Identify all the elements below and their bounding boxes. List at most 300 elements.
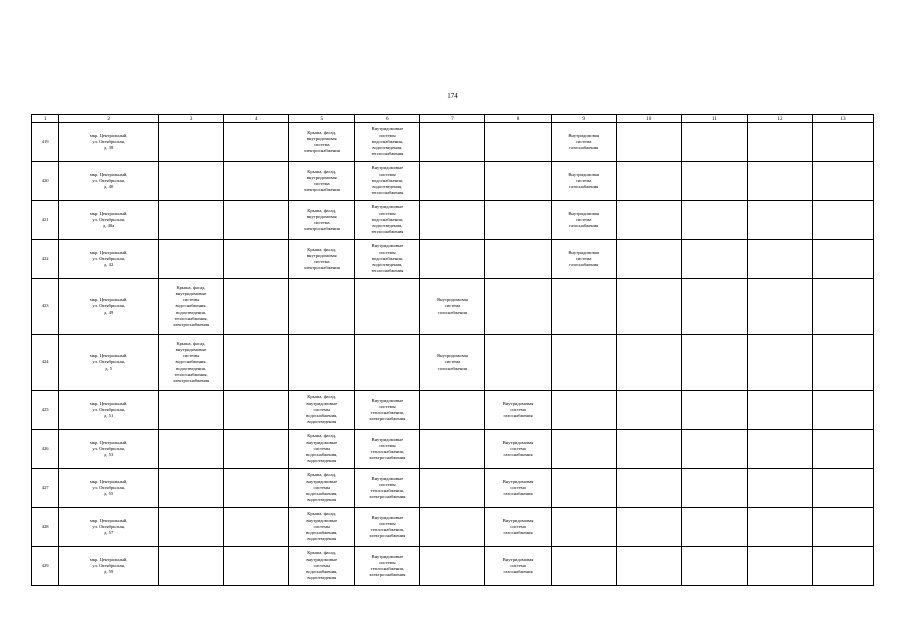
work-cell-col-8 xyxy=(485,240,551,279)
work-cell-col-13 xyxy=(812,391,873,430)
cell-text: водоснабжения, xyxy=(371,216,403,222)
work-cell-col-6 xyxy=(355,508,420,547)
table-row xyxy=(32,279,874,335)
work-cell-col-5 xyxy=(289,430,355,469)
work-cell-col-9 xyxy=(551,335,616,391)
cell-text: водоотведения, xyxy=(176,365,206,371)
cell-text: ул. Октябрьская, xyxy=(92,523,125,529)
cell-text: газоснабжения xyxy=(569,262,599,268)
work-cell-col-6 xyxy=(355,469,420,508)
work-cell-col-9 xyxy=(551,430,616,469)
cell-text: газоснабжения xyxy=(503,491,533,497)
cell-text: система xyxy=(575,177,592,183)
work-cell-col-5 xyxy=(289,391,355,430)
cell-text: система xyxy=(510,484,526,490)
work-cell-col-9 xyxy=(551,162,616,201)
work-cell-col-12 xyxy=(747,123,812,162)
work-cell-col-11 xyxy=(681,547,747,586)
cell-text: водоснабжения, xyxy=(306,530,338,536)
table-row xyxy=(32,335,874,391)
cell-text: электроснабжения xyxy=(303,148,340,154)
address-cell xyxy=(59,240,159,279)
work-cell-col-11 xyxy=(681,162,747,201)
work-cell-col-10 xyxy=(616,279,681,335)
cell-text: водоснабжения, xyxy=(175,303,207,309)
table-row xyxy=(32,391,874,430)
cell-text: ул. Октябрьская, xyxy=(92,177,125,183)
work-cell-col-9 xyxy=(551,391,616,430)
cell-text: электроснабжения xyxy=(369,533,406,539)
cell-text: системы xyxy=(379,249,396,255)
work-cell-col-6 xyxy=(355,279,420,335)
column-header: 7 xyxy=(420,115,485,123)
cell-text: водоотведения xyxy=(307,536,337,542)
work-cell-col-4 xyxy=(224,162,289,201)
row-number: 421 xyxy=(32,201,59,240)
cell-text: внутридомовые xyxy=(306,439,338,445)
page-number: 174 xyxy=(447,92,458,100)
cell-text: Внутридомовые xyxy=(371,514,404,520)
cell-text: д. 57 xyxy=(104,530,114,536)
cell-text: водоотведения xyxy=(307,575,337,581)
cell-text: газоснабжения xyxy=(503,413,533,419)
cell-text: газоснабжения xyxy=(437,309,467,315)
cell-text: Внутридомовая xyxy=(568,210,599,216)
work-cell-col-13 xyxy=(812,279,873,335)
work-cell-col-13 xyxy=(812,547,873,586)
cell-text: водоотведения, xyxy=(372,223,403,229)
work-cell-col-8 xyxy=(485,123,551,162)
cell-text: Внутридомовая xyxy=(502,439,534,445)
table-row xyxy=(32,123,874,162)
cell-text: системы xyxy=(313,406,331,412)
cell-text: системы xyxy=(313,484,331,490)
work-cell-col-8 xyxy=(485,201,551,240)
cell-text: д. 38 xyxy=(104,145,114,151)
column-header: 9 xyxy=(551,115,616,123)
cell-text: Крыша, фасад, xyxy=(176,284,206,290)
work-cell-col-9 xyxy=(551,547,616,586)
cell-text: теплоснабжения, xyxy=(370,410,404,415)
cell-text: водоотведения xyxy=(307,458,337,464)
cell-text: система xyxy=(444,303,461,309)
work-cell-col-6 xyxy=(355,123,420,162)
work-cell-col-9 xyxy=(551,123,616,162)
cell-text: д. 59 xyxy=(104,569,114,575)
cell-text: теплоснабжения xyxy=(371,268,404,274)
cell-text: мкр. Центральный, xyxy=(89,132,128,138)
work-cell-col-5 xyxy=(289,469,355,508)
cell-text: ул. Октябрьская, xyxy=(92,138,125,144)
work-cell-col-4 xyxy=(224,391,289,430)
work-cell-col-3 xyxy=(159,547,224,586)
cell-text: внутридомовая xyxy=(306,135,337,141)
cell-text: водоотведения, xyxy=(372,184,403,190)
work-cell-col-7 xyxy=(420,430,485,469)
address-cell xyxy=(59,279,159,335)
work-cell-col-4 xyxy=(224,469,289,508)
cell-text: Крыша, фасад, xyxy=(307,129,337,135)
column-header: 6 xyxy=(355,115,420,123)
cell-text: Внутридомовые xyxy=(371,204,404,210)
work-cell-col-9 xyxy=(551,279,616,335)
row-number: 426 xyxy=(32,430,59,469)
cell-text: д. 51 xyxy=(104,413,114,419)
work-cell-col-8 xyxy=(485,547,551,586)
address-cell xyxy=(59,201,159,240)
work-cell-col-5 xyxy=(289,508,355,547)
work-cell-col-6 xyxy=(355,240,420,279)
work-cell-col-6 xyxy=(355,162,420,201)
work-cell-col-12 xyxy=(747,508,812,547)
table-row xyxy=(32,430,874,469)
cell-text: Внутридомовая xyxy=(502,400,534,406)
work-cell-col-5 xyxy=(289,547,355,586)
work-cell-col-10 xyxy=(616,469,681,508)
cell-text: д. 53 xyxy=(104,452,114,458)
work-cell-col-6 xyxy=(355,335,420,391)
work-cell-col-8 xyxy=(485,469,551,508)
work-cell-col-7 xyxy=(420,162,485,201)
work-cell-col-13 xyxy=(812,201,873,240)
cell-text: Крыша, фасад, xyxy=(307,550,337,556)
cell-text: ул. Октябрьская, xyxy=(92,359,125,365)
work-cell-col-9 xyxy=(551,240,616,279)
cell-text: Внутридомовая xyxy=(502,478,534,484)
cell-text: электроснабжения xyxy=(369,572,406,578)
cell-text: системы xyxy=(379,559,396,565)
cell-text: система xyxy=(444,359,461,365)
cell-text: ул. Октябрьская, xyxy=(92,406,125,412)
cell-text: ул. Октябрьская, xyxy=(92,303,125,309)
cell-text: водоотведения, xyxy=(372,145,403,151)
work-cell-col-12 xyxy=(747,391,812,430)
work-cell-col-7 xyxy=(420,391,485,430)
cell-text: теплоснабжения, xyxy=(174,315,208,321)
cell-text: мкр. Центральный, xyxy=(89,517,128,523)
row-number: 425 xyxy=(32,391,59,430)
address-cell xyxy=(59,162,159,201)
cell-text: теплоснабжения, xyxy=(174,371,208,377)
cell-text: ул. Октябрьская, xyxy=(92,445,125,451)
work-cell-col-10 xyxy=(616,201,681,240)
cell-text: газоснабжения xyxy=(503,452,533,458)
work-cell-col-11 xyxy=(681,240,747,279)
cell-text: система xyxy=(313,220,330,225)
cell-text: внутридомовые xyxy=(306,478,338,484)
cell-text: Внутридомовые xyxy=(371,165,404,171)
work-cell-col-10 xyxy=(616,547,681,586)
work-cell-col-10 xyxy=(616,240,681,279)
cell-text: электроснабжения xyxy=(369,416,406,422)
column-header: 4 xyxy=(224,115,289,123)
cell-text: система xyxy=(313,259,330,264)
cell-text: ул. Октябрьская, xyxy=(92,484,125,490)
cell-text: теплоснабжения, xyxy=(370,488,404,493)
work-cell-col-3 xyxy=(159,240,224,279)
work-cell-col-6 xyxy=(355,547,420,586)
work-cell-col-3 xyxy=(159,391,224,430)
cell-text: теплоснабжения, xyxy=(370,566,404,571)
cell-text: теплоснабжения, xyxy=(370,527,404,532)
work-cell-col-3 xyxy=(159,335,224,391)
work-cell-col-10 xyxy=(616,123,681,162)
work-cell-col-6 xyxy=(355,201,420,240)
cell-text: водоснабжения, xyxy=(175,359,207,365)
row-number: 428 xyxy=(32,508,59,547)
column-header: 11 xyxy=(681,115,747,123)
cell-text: электроснабжения xyxy=(369,455,406,461)
work-cell-col-11 xyxy=(681,469,747,508)
work-cell-col-3 xyxy=(159,469,224,508)
work-cell-col-12 xyxy=(747,201,812,240)
cell-text: Внутридомовая xyxy=(437,297,468,303)
cell-text: Внутридомовая xyxy=(568,171,599,177)
work-cell-col-10 xyxy=(616,430,681,469)
cell-text: мкр. Центральный, xyxy=(89,210,128,216)
work-cell-col-4 xyxy=(224,123,289,162)
cell-text: мкр. Центральный, xyxy=(89,297,128,303)
cell-text: системы xyxy=(313,562,331,568)
work-cell-col-11 xyxy=(681,123,747,162)
cell-text: газоснабжения xyxy=(569,184,599,190)
work-cell-col-7 xyxy=(420,508,485,547)
work-cell-col-13 xyxy=(812,335,873,391)
cell-text: системы xyxy=(313,445,331,451)
cell-text: теплоснабжения, xyxy=(370,449,404,454)
cell-text: мкр. Центральный, xyxy=(89,478,128,484)
cell-text: системы xyxy=(379,210,396,216)
cell-text: ул. Октябрьская, xyxy=(92,255,125,261)
work-cell-col-13 xyxy=(812,469,873,508)
work-cell-col-9 xyxy=(551,508,616,547)
cell-text: газоснабжения xyxy=(503,569,533,575)
works-table xyxy=(31,114,874,586)
work-cell-col-11 xyxy=(681,201,747,240)
cell-text: система xyxy=(510,562,526,568)
cell-text: внутридомовые xyxy=(306,400,338,406)
header-row xyxy=(32,115,874,123)
work-cell-col-8 xyxy=(485,279,551,335)
work-cell-col-6 xyxy=(355,391,420,430)
column-header: 10 xyxy=(616,115,681,123)
cell-text: газоснабжения xyxy=(503,530,533,536)
cell-text: д. 55 xyxy=(104,491,114,497)
work-cell-col-9 xyxy=(551,201,616,240)
table-row xyxy=(32,469,874,508)
work-cell-col-13 xyxy=(812,123,873,162)
work-cell-col-7 xyxy=(420,240,485,279)
cell-text: водоотведения, xyxy=(176,309,206,315)
cell-text: внутридомовые xyxy=(306,556,338,562)
column-header: 12 xyxy=(747,115,812,123)
cell-text: мкр. Центральный, xyxy=(89,400,128,406)
work-cell-col-7 xyxy=(420,469,485,508)
cell-text: водоотведения xyxy=(307,497,337,503)
address-cell xyxy=(59,391,159,430)
work-cell-col-11 xyxy=(681,430,747,469)
work-cell-col-3 xyxy=(159,279,224,335)
cell-text: Крыша, фасад, xyxy=(307,246,337,252)
cell-text: Внутридомовая xyxy=(568,132,599,138)
work-cell-col-3 xyxy=(159,162,224,201)
work-cell-col-7 xyxy=(420,123,485,162)
work-cell-col-7 xyxy=(420,547,485,586)
work-cell-col-4 xyxy=(224,547,289,586)
row-number: 429 xyxy=(32,547,59,586)
cell-text: Внутридомовые xyxy=(371,126,404,132)
cell-text: Внутридомовые xyxy=(371,436,404,442)
work-cell-col-4 xyxy=(224,335,289,391)
row-number: 424 xyxy=(32,335,59,391)
work-cell-col-4 xyxy=(224,279,289,335)
cell-text: системы xyxy=(182,353,200,359)
work-cell-col-8 xyxy=(485,162,551,201)
work-cell-col-13 xyxy=(812,430,873,469)
work-cell-col-3 xyxy=(159,430,224,469)
column-header: 3 xyxy=(159,115,224,123)
cell-text: водоснабжения, xyxy=(306,413,338,419)
cell-text: д. 40а xyxy=(103,223,115,229)
cell-text: электроснабжения xyxy=(303,187,340,193)
cell-text: системы xyxy=(379,481,396,487)
cell-text: теплоснабжения xyxy=(371,229,404,235)
work-cell-col-8 xyxy=(485,508,551,547)
cell-text: Внутридомовая xyxy=(437,353,468,359)
cell-text: система xyxy=(575,216,592,222)
row-number: 422 xyxy=(32,240,59,279)
cell-text: системы xyxy=(313,523,331,529)
cell-text: электроснабжения xyxy=(369,494,406,500)
cell-text: д. 49 xyxy=(104,309,114,315)
address-cell xyxy=(59,508,159,547)
cell-text: Внутридомовая xyxy=(502,556,534,562)
cell-text: Внутридомовые xyxy=(371,397,404,403)
work-cell-col-7 xyxy=(420,335,485,391)
table-row xyxy=(32,547,874,586)
cell-text: водоснабжения, xyxy=(306,452,338,458)
work-cell-col-12 xyxy=(747,279,812,335)
work-cell-col-11 xyxy=(681,335,747,391)
cell-text: Внутридомовые xyxy=(371,553,404,559)
cell-text: газоснабжения xyxy=(569,223,599,229)
cell-text: системы xyxy=(379,171,396,177)
work-cell-col-5 xyxy=(289,240,355,279)
row-number: 419 xyxy=(32,123,59,162)
cell-text: электроснабжения xyxy=(303,265,340,271)
column-header: 2 xyxy=(59,115,159,123)
cell-text: Крыша, фасад, xyxy=(307,472,337,478)
cell-text: системы xyxy=(182,297,200,303)
work-cell-col-11 xyxy=(681,279,747,335)
cell-text: водоснабжения, xyxy=(371,255,403,261)
work-cell-col-12 xyxy=(747,335,812,391)
cell-text: электроснабжения xyxy=(173,378,210,383)
work-cell-col-12 xyxy=(747,547,812,586)
table-row xyxy=(32,240,874,279)
work-cell-col-11 xyxy=(681,508,747,547)
work-cell-col-10 xyxy=(616,508,681,547)
cell-text: внутридомовая xyxy=(306,213,337,219)
cell-text: водоотведения xyxy=(307,419,337,425)
cell-text: системы xyxy=(379,132,396,138)
cell-text: водоотведения, xyxy=(372,262,403,268)
work-cell-col-12 xyxy=(747,469,812,508)
cell-text: внутридомовая xyxy=(306,252,337,258)
work-cell-col-3 xyxy=(159,123,224,162)
work-cell-col-5 xyxy=(289,201,355,240)
row-number: 423 xyxy=(32,279,59,335)
work-cell-col-8 xyxy=(485,335,551,391)
cell-text: система xyxy=(575,255,592,261)
cell-text: Крыша, фасад, xyxy=(307,168,337,174)
cell-text: газоснабжения xyxy=(437,365,467,371)
cell-text: система xyxy=(313,142,330,147)
address-cell xyxy=(59,430,159,469)
work-cell-col-10 xyxy=(616,391,681,430)
cell-text: система xyxy=(313,181,330,186)
cell-text: ул. Октябрьская, xyxy=(92,216,125,222)
cell-text: система xyxy=(510,406,526,412)
cell-text: ул. Октябрьская, xyxy=(92,562,125,568)
work-cell-col-9 xyxy=(551,469,616,508)
cell-text: системы xyxy=(379,403,396,409)
address-cell xyxy=(59,335,159,391)
work-cell-col-8 xyxy=(485,430,551,469)
work-cell-col-13 xyxy=(812,240,873,279)
cell-text: электроснабжения xyxy=(173,322,210,327)
cell-text: д. 40 xyxy=(104,184,114,190)
cell-text: системы xyxy=(379,442,396,448)
cell-text: Крыша, фасад, xyxy=(176,340,206,346)
work-cell-col-4 xyxy=(224,201,289,240)
cell-text: Внутридомовая xyxy=(568,249,599,255)
cell-text: мкр. Центральный, xyxy=(89,249,128,255)
work-cell-col-12 xyxy=(747,430,812,469)
work-cell-col-12 xyxy=(747,240,812,279)
work-cell-col-8 xyxy=(485,391,551,430)
cell-text: д. 42 xyxy=(104,262,114,268)
address-cell xyxy=(59,547,159,586)
work-cell-col-10 xyxy=(616,335,681,391)
cell-text: внутридомовые xyxy=(175,290,207,296)
cell-text: электроснабжения xyxy=(303,226,340,232)
work-cell-col-5 xyxy=(289,123,355,162)
work-cell-col-13 xyxy=(812,162,873,201)
address-cell xyxy=(59,123,159,162)
cell-text: водоснабжения, xyxy=(306,491,338,497)
column-header: 8 xyxy=(485,115,551,123)
cell-text: система xyxy=(510,523,526,529)
cell-text: внутридомовые xyxy=(306,517,338,523)
cell-text: водоснабжения, xyxy=(306,569,338,575)
work-cell-col-13 xyxy=(812,508,873,547)
cell-text: д. 5 xyxy=(105,365,113,371)
cell-text: Внутридомовые xyxy=(371,475,404,481)
column-header: 13 xyxy=(812,115,873,123)
cell-text: система xyxy=(510,445,526,451)
cell-text: Крыша, фасад, xyxy=(307,207,337,213)
work-cell-col-4 xyxy=(224,240,289,279)
cell-text: водоснабжения, xyxy=(371,177,403,183)
cell-text: мкр. Центральный, xyxy=(89,353,128,359)
cell-text: внутридомовые xyxy=(175,346,207,352)
work-cell-col-4 xyxy=(224,430,289,469)
work-cell-col-6 xyxy=(355,430,420,469)
cell-text: теплоснабжения xyxy=(371,190,404,196)
cell-text: мкр. Центральный, xyxy=(89,171,128,177)
cell-text: Крыша, фасад, xyxy=(307,433,337,439)
